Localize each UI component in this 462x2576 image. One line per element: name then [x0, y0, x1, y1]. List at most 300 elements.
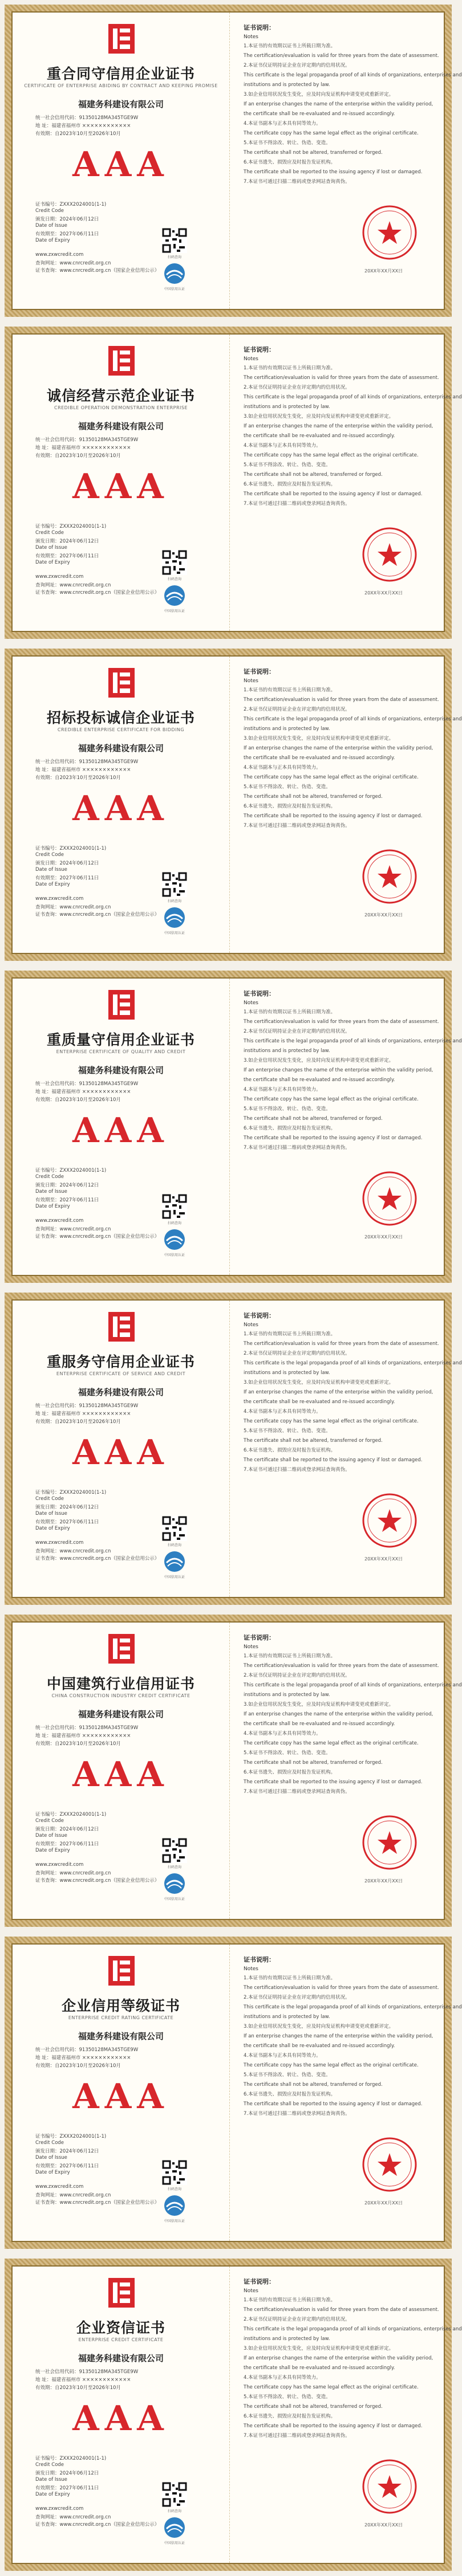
query-url-secondary[interactable]: 证书查询：www.cnrcredit.org.cn（国家企业信用公示）: [35, 912, 160, 918]
credit-grade: AAA: [72, 467, 169, 507]
website-link[interactable]: www.zxwcredit.com: [35, 896, 84, 902]
note-line: 4.本证书副本与正本具有同等效力。: [244, 765, 321, 771]
website-link[interactable]: www.zxwcredit.com: [35, 574, 84, 580]
seal-label: 中国信用认证: [164, 1575, 185, 1579]
certificate-back: [229, 13, 462, 309]
validity-period: 有效期：自2023年10月至2026年10月: [35, 775, 121, 781]
qr-code-icon[interactable]: [162, 1516, 187, 1541]
issue-date: 颁发日期：2024年06月12日: [35, 2149, 99, 2154]
note-line: the certificate shall be re-evaluated and re-issued accordingly.: [244, 2043, 395, 2049]
note-line: 1.本证书的有效期以证书上所载日期为准。: [244, 1653, 336, 1659]
credit-code: 统一社会信用代码：91350128MA345TGE9W: [35, 2369, 139, 2375]
website-link[interactable]: www.zxwcredit.com: [35, 1540, 84, 1546]
certificate-number: 证书编号：ZXXX2024001(1-1): [35, 524, 107, 529]
qr-code-label: 扫码查询: [167, 1543, 181, 1547]
query-url[interactable]: 查询网址：www.cnrcredit.org.cn: [35, 582, 111, 588]
note-line: 7.本证书可通过扫描二维码或登录网站查询真伪。: [244, 2433, 350, 2439]
company-name: 福建务科建设有限公司: [78, 421, 164, 431]
certificate-inner: [11, 11, 462, 310]
note-line: institutions and is protected by law.: [244, 82, 330, 88]
note-line: 1.本证书的有效期以证书上所载日期为准。: [244, 1975, 336, 1981]
certificate-front: [13, 979, 229, 1275]
website-link[interactable]: www.zxwcredit.com: [35, 2506, 84, 2512]
note-line: The certificate shall not be altered, transferred or forged.: [244, 2082, 383, 2088]
notes-list: [244, 1974, 462, 2119]
certificate-subtitle: CERTIFICATE OF ENTERPRISE ABIDING BY CONTRACT AND KEEPING PROMISE: [24, 83, 218, 88]
company-name: 福建务科建设有限公司: [78, 1065, 164, 1075]
query-url-secondary[interactable]: 证书查询：www.cnrcredit.org.cn（国家企业信用公示）: [35, 590, 160, 596]
note-line: 7.本证书可通过扫描二维码或登录网站查询真伪。: [244, 1789, 350, 1795]
credit-grade: AAA: [72, 145, 169, 185]
credit-code-label: Credit Code: [35, 1496, 64, 1502]
credit-grade: AAA: [72, 2399, 169, 2439]
print-date: 20XX年XX月XX日: [364, 912, 403, 918]
note-line: If an enterprise changes the name of the enterprise within the validity period,: [244, 1389, 433, 1395]
expiry-date: 有效期至：2027年06月11日: [35, 1197, 99, 1203]
issue-date-label: Date of Issue: [35, 223, 67, 229]
note-line: If an enterprise changes the name of the enterprise within the validity period,: [244, 101, 433, 107]
company-name: 福建务科建设有限公司: [78, 1709, 164, 1719]
certificate-front: [13, 1301, 229, 1597]
certificate-inner: [11, 1943, 462, 2242]
credit-code: 统一社会信用代码：91350128MA345TGE9W: [35, 2047, 139, 2053]
certificate-logo-icon: [108, 668, 135, 698]
seal-label: 中国信用认证: [164, 931, 185, 935]
note-line: The certificate copy has the same legal effect as the original certificate.: [244, 131, 419, 136]
expiry-date: 有效期至：2027年06月11日: [35, 875, 99, 881]
note-line: the certificate shall be re-evaluated and re-issued accordingly.: [244, 433, 395, 439]
expiry-date-label: Date of Expiry: [35, 238, 70, 243]
certificate-front: [13, 2267, 229, 2563]
notes-list: [244, 686, 462, 831]
official-seal-icon: [361, 848, 418, 905]
notes-heading: Notes: [244, 678, 258, 684]
expiry-date: 有效期至：2027年06月11日: [35, 553, 99, 559]
note-line: institutions and is protected by law.: [244, 1370, 330, 1376]
company-address: 地 址：福建省福州市 ××××××××××××: [35, 1411, 131, 1417]
certificate-logo-icon: [108, 2278, 135, 2308]
note-line: The certificate shall be reported to the issuing agency if lost or damaged.: [244, 491, 423, 497]
certificate-back: [229, 657, 462, 953]
seal-label: 中国信用认证: [164, 609, 185, 613]
company-name: 福建务科建设有限公司: [78, 2353, 164, 2363]
query-url[interactable]: 查询网址：www.cnrcredit.org.cn: [35, 260, 111, 266]
note-line: 5.本证书不得涂改、转让、伪造、变造。: [244, 784, 331, 790]
official-seal-icon: [361, 1492, 418, 1549]
credit-code-label: Credit Code: [35, 2462, 64, 2468]
credit-code-label: Credit Code: [35, 1818, 64, 1824]
note-line: the certificate shall be re-evaluated and re-issued accordingly.: [244, 755, 395, 761]
certificate-front: [13, 335, 229, 631]
company-address: 地 址：福建省福州市 ××××××××××××: [35, 767, 131, 773]
company-name: 福建务科建设有限公司: [78, 99, 164, 109]
note-line: 2.本证书仅证明持证企业在评定期内的信用状况。: [244, 1673, 350, 1678]
globe-seal-icon: [163, 2516, 186, 2539]
certificate-inner: [11, 655, 462, 954]
globe-seal-icon: [163, 1228, 186, 1251]
note-line: 3.如企业信用状况发生变化，应及时向发证机构申请变更或重新评定。: [244, 92, 394, 97]
certificate-subtitle: CHINA CONSTRUCTION INDUSTRY CREDIT CERTIFICATE: [51, 1693, 191, 1698]
note-line: The certificate copy has the same legal effect as the original certificate.: [244, 2063, 419, 2068]
note-line: 3.如企业信用状况发生变化，应及时向发证机构申请变更或重新评定。: [244, 1058, 394, 1063]
website-link[interactable]: www.zxwcredit.com: [35, 252, 84, 258]
note-line: 5.本证书不得涂改、转让、伪造、变造。: [244, 1428, 331, 1434]
note-line: If an enterprise changes the name of the enterprise within the validity period,: [244, 2355, 433, 2361]
certificate-back: [229, 1301, 462, 1597]
validity-period: 有效期：自2023年10月至2026年10月: [35, 453, 121, 459]
globe-seal-icon: [163, 262, 186, 285]
query-url-secondary[interactable]: 证书查询：www.cnrcredit.org.cn（国家企业信用公示）: [35, 1234, 160, 1240]
credit-code: 统一社会信用代码：91350128MA345TGE9W: [35, 1081, 139, 1087]
certificate-inner: [11, 977, 462, 1276]
expiry-date-label: Date of Expiry: [35, 1848, 70, 1853]
certificate-subtitle: ENTERPRISE CREDIT CERTIFICATE: [78, 2337, 164, 2342]
query-url[interactable]: 查询网址：www.cnrcredit.org.cn: [35, 2192, 111, 2198]
note-line: 2.本证书仅证明持证企业在评定期内的信用状况。: [244, 1029, 350, 1034]
note-line: 4.本证书副本与正本具有同等效力。: [244, 2375, 321, 2381]
globe-seal-icon: [163, 906, 186, 929]
official-seal-icon: [361, 1170, 418, 1227]
expiry-date-label: Date of Expiry: [35, 1204, 70, 1209]
print-date: 20XX年XX月XX日: [364, 268, 403, 274]
note-line: 3.如企业信用状况发生变化，应及时向发证机构申请变更或重新评定。: [244, 1702, 394, 1707]
note-line: 7.本证书可通过扫描二维码或登录网站查询真伪。: [244, 823, 350, 829]
certificate-logo-icon: [108, 346, 135, 376]
note-line: 7.本证书可通过扫描二维码或登录网站查询真伪。: [244, 501, 350, 507]
note-line: 6.本证书遗失、损毁应及时报告发证机构。: [244, 1126, 336, 1131]
notes-heading: Notes: [244, 1322, 258, 1328]
note-line: 3.如企业信用状况发生变化，应及时向发证机构申请变更或重新评定。: [244, 736, 394, 741]
certificate-inner: [11, 1621, 462, 1920]
query-url[interactable]: 查询网址：www.cnrcredit.org.cn: [35, 1548, 111, 1554]
certificate-card: [5, 1937, 462, 2249]
qr-code-icon[interactable]: [162, 1838, 187, 1863]
query-url-secondary[interactable]: 证书查询：www.cnrcredit.org.cn（国家企业信用公示）: [35, 2200, 160, 2206]
certificate-subtitle: ENTERPRISE CREDIT RATING CERTIFICATE: [68, 2015, 174, 2020]
notes-title: 证书说明：: [244, 2278, 275, 2285]
note-line: 2.本证书仅证明持证企业在评定期内的信用状况。: [244, 1351, 350, 1356]
official-seal-icon: [361, 2136, 418, 2193]
note-line: The certificate copy has the same legal effect as the original certificate.: [244, 775, 419, 780]
notes-title: 证书说明：: [244, 1634, 275, 1641]
note-line: The certificate shall be reported to the issuing agency if lost or damaged.: [244, 1135, 423, 1141]
certificate-inner: [11, 2265, 462, 2564]
qr-code-icon[interactable]: [162, 872, 187, 897]
certificate-subtitle: ENTERPRISE CERTIFICATE OF SERVICE AND CREDIT: [56, 1371, 186, 1376]
note-line: 6.本证书遗失、损毁应及时报告发证机构。: [244, 482, 336, 487]
query-url[interactable]: 查询网址：www.cnrcredit.org.cn: [35, 904, 111, 910]
note-line: The certificate shall be reported to the issuing agency if lost or damaged.: [244, 2101, 423, 2107]
globe-seal-icon: [163, 1872, 186, 1895]
notes-list: [244, 42, 462, 187]
note-line: This certificate is the legal propaganda proof of all kinds of organizations, enterprises and: [244, 72, 462, 78]
note-line: institutions and is protected by law.: [244, 1692, 330, 1698]
note-line: The certificate shall not be altered, transferred or forged.: [244, 1760, 383, 1766]
note-line: This certificate is the legal propaganda proof of all kinds of organizations, enterprises and: [244, 2326, 462, 2332]
validity-period: 有效期：自2023年10月至2026年10月: [35, 2063, 121, 2069]
credit-code: 统一社会信用代码：91350128MA345TGE9W: [35, 1403, 139, 1409]
certificate-number: 证书编号：ZXXX2024001(1-1): [35, 202, 107, 207]
query-url[interactable]: 查询网址：www.cnrcredit.org.cn: [35, 2514, 111, 2520]
expiry-date: 有效期至：2027年06月11日: [35, 231, 99, 237]
official-seal-icon: [361, 204, 418, 261]
certificate-title: 企业资信证书: [76, 2320, 165, 2336]
certificate-number: 证书编号：ZXXX2024001(1-1): [35, 2456, 107, 2461]
certificate-number: 证书编号：ZXXX2024001(1-1): [35, 2134, 107, 2139]
website-link[interactable]: www.zxwcredit.com: [35, 2184, 84, 2190]
qr-code-icon[interactable]: [162, 2160, 187, 2185]
note-line: The certificate shall be reported to the issuing agency if lost or damaged.: [244, 2423, 423, 2429]
certificate-card: [5, 1293, 462, 1605]
note-line: 2.本证书仅证明持证企业在评定期内的信用状况。: [244, 385, 350, 390]
expiry-date-label: Date of Expiry: [35, 2492, 70, 2497]
note-line: 7.本证书可通过扫描二维码或登录网站查询真伪。: [244, 1467, 350, 1473]
note-line: 2.本证书仅证明持证企业在评定期内的信用状况。: [244, 707, 350, 712]
issue-date: 颁发日期：2024年06月12日: [35, 1505, 99, 1510]
query-url[interactable]: 查询网址：www.cnrcredit.org.cn: [35, 1226, 111, 1232]
validity-period: 有效期：自2023年10月至2026年10月: [35, 2385, 121, 2391]
certificate-number: 证书编号：ZXXX2024001(1-1): [35, 846, 107, 851]
note-line: 4.本证书副本与正本具有同等效力。: [244, 1087, 321, 1093]
credit-grade: AAA: [72, 1111, 169, 1151]
certificate-card: [5, 2259, 462, 2571]
official-seal-icon: [361, 1814, 418, 1871]
official-seal-icon: [361, 2458, 418, 2515]
note-line: 5.本证书不得涂改、转让、伪造、变造。: [244, 2072, 331, 2078]
note-line: 1.本证书的有效期以证书上所载日期为准。: [244, 365, 336, 371]
company-name: 福建务科建设有限公司: [78, 1387, 164, 1397]
issue-date-label: Date of Issue: [35, 2155, 67, 2161]
company-address: 地 址：福建省福州市 ××××××××××××: [35, 1089, 131, 1095]
certificate-title: 诚信经营示范企业证书: [46, 388, 195, 404]
print-date: 20XX年XX月XX日: [364, 1234, 403, 1240]
certificate-title: 企业信用等级证书: [61, 1998, 180, 2014]
note-line: The certificate shall be reported to the issuing agency if lost or damaged.: [244, 813, 423, 819]
note-line: institutions and is protected by law.: [244, 2336, 330, 2342]
note-line: 6.本证书遗失、损毁应及时报告发证机构。: [244, 1448, 336, 1453]
qr-code-icon[interactable]: [162, 550, 187, 575]
issue-date-label: Date of Issue: [35, 2477, 67, 2483]
note-line: 7.本证书可通过扫描二维码或登录网站查询真伪。: [244, 2111, 350, 2117]
certificate-subtitle: CREDIBLE OPERATION DEMONSTRATION ENTERPRISE: [54, 405, 188, 410]
seal-label: 中国信用认证: [164, 1897, 185, 1901]
note-line: the certificate shall be re-evaluated and re-issued accordingly.: [244, 111, 395, 117]
website-link[interactable]: www.zxwcredit.com: [35, 1862, 84, 1868]
note-line: 4.本证书副本与正本具有同等效力。: [244, 121, 321, 127]
company-name: 福建务科建设有限公司: [78, 2031, 164, 2041]
note-line: The certificate shall be reported to the issuing agency if lost or damaged.: [244, 169, 423, 175]
company-address: 地 址：福建省福州市 ××××××××××××: [35, 123, 131, 129]
certificate-card: [5, 971, 462, 1283]
credit-code: 统一社会信用代码：91350128MA345TGE9W: [35, 759, 139, 765]
note-line: The certificate shall not be altered, transferred or forged.: [244, 472, 383, 478]
note-line: institutions and is protected by law.: [244, 1048, 330, 1054]
globe-seal-icon: [163, 584, 186, 607]
certificate-title: 重服务守信用企业证书: [46, 1354, 195, 1370]
issue-date: 颁发日期：2024年06月12日: [35, 1827, 99, 1832]
certificate-back: [229, 335, 462, 631]
issue-date: 颁发日期：2024年06月12日: [35, 539, 99, 544]
qr-code-label: 扫码查询: [167, 1221, 181, 1225]
note-line: The certification/evaluation is valid for three years from the date of assessment.: [244, 697, 439, 703]
certificate-logo-icon: [108, 1956, 135, 1986]
credit-grade: AAA: [72, 789, 169, 829]
certificate-number: 证书编号：ZXXX2024001(1-1): [35, 1812, 107, 1817]
note-line: the certificate shall be re-evaluated and re-issued accordingly.: [244, 1721, 395, 1727]
company-address: 地 址：福建省福州市 ××××××××××××: [35, 2377, 131, 2383]
expiry-date-label: Date of Expiry: [35, 882, 70, 887]
credit-code: 统一社会信用代码：91350128MA345TGE9W: [35, 115, 139, 121]
notes-heading: Notes: [244, 1966, 258, 1972]
note-line: The certificate copy has the same legal effect as the original certificate.: [244, 2385, 419, 2390]
note-line: This certificate is the legal propaganda proof of all kinds of organizations, enterprises and: [244, 1038, 462, 1044]
query-url[interactable]: 查询网址：www.cnrcredit.org.cn: [35, 1870, 111, 1876]
query-url-secondary[interactable]: 证书查询：www.cnrcredit.org.cn（国家企业信用公示）: [35, 268, 160, 274]
note-line: 4.本证书副本与正本具有同等效力。: [244, 2053, 321, 2059]
query-url-secondary[interactable]: 证书查询：www.cnrcredit.org.cn（国家企业信用公示）: [35, 2522, 160, 2528]
credit-code: 统一社会信用代码：91350128MA345TGE9W: [35, 1725, 139, 1731]
certificate-back: [229, 1623, 462, 1919]
note-line: 2.本证书仅证明持证企业在评定期内的信用状况。: [244, 63, 350, 68]
note-line: The certificate shall not be altered, transferred or forged.: [244, 1438, 383, 1444]
certificate-subtitle: ENTERPRISE CERTIFICATE OF QUALITY AND CREDIT: [56, 1049, 186, 1054]
issue-date-label: Date of Issue: [35, 1189, 67, 1195]
credit-code-label: Credit Code: [35, 852, 64, 858]
expiry-date-label: Date of Expiry: [35, 2170, 70, 2175]
certificate-front: [13, 657, 229, 953]
qr-code-label: 扫码查询: [167, 577, 181, 581]
notes-list: [244, 1652, 462, 1797]
note-line: The certificate copy has the same legal effect as the original certificate.: [244, 1097, 419, 1102]
certificate-inner: [11, 333, 462, 632]
query-url-secondary[interactable]: 证书查询：www.cnrcredit.org.cn（国家企业信用公示）: [35, 1878, 160, 1884]
note-line: 4.本证书副本与正本具有同等效力。: [244, 443, 321, 449]
note-line: 6.本证书遗失、损毁应及时报告发证机构。: [244, 1770, 336, 1775]
note-line: The certification/evaluation is valid for three years from the date of assessment.: [244, 53, 439, 59]
note-line: 2.本证书仅证明持证企业在评定期内的信用状况。: [244, 1995, 350, 2000]
note-line: This certificate is the legal propaganda proof of all kinds of organizations, enterprises and: [244, 1360, 462, 1366]
globe-seal-icon: [163, 1550, 186, 1573]
notes-title: 证书说明：: [244, 1312, 275, 1319]
notes-heading: Notes: [244, 34, 258, 40]
credit-code-label: Credit Code: [35, 530, 64, 536]
company-address: 地 址：福建省福州市 ××××××××××××: [35, 2055, 131, 2061]
notes-heading: Notes: [244, 1644, 258, 1650]
notes-heading: Notes: [244, 1000, 258, 1006]
note-line: The certificate copy has the same legal effect as the original certificate.: [244, 1741, 419, 1746]
note-line: 6.本证书遗失、损毁应及时报告发证机构。: [244, 2414, 336, 2419]
certificate-front: [13, 1623, 229, 1919]
expiry-date: 有效期至：2027年06月11日: [35, 1519, 99, 1525]
globe-seal-icon: [163, 2194, 186, 2217]
note-line: The certification/evaluation is valid for three years from the date of assessment.: [244, 375, 439, 381]
note-line: The certification/evaluation is valid for three years from the date of assessment.: [244, 1663, 439, 1669]
certificate-front: [13, 13, 229, 309]
notes-list: [244, 364, 462, 509]
note-line: This certificate is the legal propaganda proof of all kinds of organizations, enterprises and: [244, 1682, 462, 1688]
certificate-card: [5, 1615, 462, 1927]
note-line: the certificate shall be re-evaluated and re-issued accordingly.: [244, 2365, 395, 2371]
notes-title: 证书说明：: [244, 1956, 275, 1963]
validity-period: 有效期：自2023年10月至2026年10月: [35, 1741, 121, 1747]
note-line: 7.本证书可通过扫描二维码或登录网站查询真伪。: [244, 1145, 350, 1151]
issue-date: 颁发日期：2024年06月12日: [35, 861, 99, 866]
note-line: This certificate is the legal propaganda proof of all kinds of organizations, enterprises and: [244, 394, 462, 400]
qr-code-icon[interactable]: [162, 1194, 187, 1219]
note-line: The certificate shall not be altered, transferred or forged.: [244, 150, 383, 156]
qr-code-icon[interactable]: [162, 228, 187, 253]
certificate-logo-icon: [108, 1634, 135, 1664]
company-address: 地 址：福建省福州市 ××××××××××××: [35, 1733, 131, 1739]
note-line: 3.如企业信用状况发生变化，应及时向发证机构申请变更或重新评定。: [244, 414, 394, 419]
issue-date-label: Date of Issue: [35, 1833, 67, 1839]
certificate-title: 重质量守信用企业证书: [46, 1032, 195, 1048]
company-name: 福建务科建设有限公司: [78, 743, 164, 753]
note-line: 2.本证书仅证明持证企业在评定期内的信用状况。: [244, 2317, 350, 2322]
expiry-date-label: Date of Expiry: [35, 560, 70, 565]
credit-code-label: Credit Code: [35, 208, 64, 214]
print-date: 20XX年XX月XX日: [364, 590, 403, 596]
expiry-date: 有效期至：2027年06月11日: [35, 1841, 99, 1847]
note-line: institutions and is protected by law.: [244, 2014, 330, 2020]
certificate-number: 证书编号：ZXXX2024001(1-1): [35, 1168, 107, 1173]
certificate-title: 招标投标诚信企业证书: [46, 710, 195, 726]
note-line: 1.本证书的有效期以证书上所载日期为准。: [244, 687, 336, 693]
note-line: The certificate shall not be altered, transferred or forged.: [244, 2404, 383, 2410]
note-line: 5.本证书不得涂改、转让、伪造、变造。: [244, 1750, 331, 1756]
note-line: The certification/evaluation is valid for three years from the date of assessment.: [244, 1019, 439, 1025]
note-line: institutions and is protected by law.: [244, 726, 330, 732]
note-line: If an enterprise changes the name of the enterprise within the validity period,: [244, 2033, 433, 2039]
issue-date-label: Date of Issue: [35, 545, 67, 551]
seal-label: 中国信用认证: [164, 2541, 185, 2545]
notes-list: [244, 1008, 462, 1153]
certificate-logo-icon: [108, 1312, 135, 1342]
notes-heading: Notes: [244, 2288, 258, 2294]
note-line: 5.本证书不得涂改、转让、伪造、变造。: [244, 462, 331, 468]
note-line: If an enterprise changes the name of the enterprise within the validity period,: [244, 1711, 433, 1717]
note-line: the certificate shall be re-evaluated and re-issued accordingly.: [244, 1399, 395, 1405]
note-line: 1.本证书的有效期以证书上所载日期为准。: [244, 1009, 336, 1015]
note-line: 5.本证书不得涂改、转让、伪造、变造。: [244, 2394, 331, 2400]
notes-list: [244, 2296, 462, 2441]
query-url-secondary[interactable]: 证书查询：www.cnrcredit.org.cn（国家企业信用公示）: [35, 1556, 160, 1562]
certificate-title: 中国建筑行业信用证书: [46, 1676, 195, 1692]
certificate-card: [5, 327, 462, 639]
note-line: This certificate is the legal propaganda proof of all kinds of organizations, enterprises and: [244, 2004, 462, 2010]
validity-period: 有效期：自2023年10月至2026年10月: [35, 131, 121, 137]
note-line: If an enterprise changes the name of the enterprise within the validity period,: [244, 423, 433, 429]
website-link[interactable]: www.zxwcredit.com: [35, 1218, 84, 1224]
note-line: the certificate shall be re-evaluated and re-issued accordingly.: [244, 1077, 395, 1083]
issue-date: 颁发日期：2024年06月12日: [35, 1183, 99, 1188]
certificate-back: [229, 979, 462, 1275]
qr-code-label: 扫码查询: [167, 2509, 181, 2513]
issue-date: 颁发日期：2024年06月12日: [35, 217, 99, 222]
note-line: If an enterprise changes the name of the enterprise within the validity period,: [244, 1067, 433, 1073]
note-line: 3.如企业信用状况发生变化，应及时向发证机构申请变更或重新评定。: [244, 2346, 394, 2351]
notes-heading: Notes: [244, 356, 258, 362]
issue-date: 颁发日期：2024年06月12日: [35, 2471, 99, 2476]
certificate-front: [13, 1945, 229, 2241]
note-line: The certificate copy has the same legal effect as the original certificate.: [244, 453, 419, 458]
note-line: 1.本证书的有效期以证书上所载日期为准。: [244, 1331, 336, 1337]
seal-label: 中国信用认证: [164, 287, 185, 291]
note-line: 6.本证书遗失、损毁应及时报告发证机构。: [244, 160, 336, 165]
qr-code-icon[interactable]: [162, 2482, 187, 2507]
note-line: The certificate shall not be altered, transferred or forged.: [244, 1116, 383, 1122]
credit-grade: AAA: [72, 1755, 169, 1795]
